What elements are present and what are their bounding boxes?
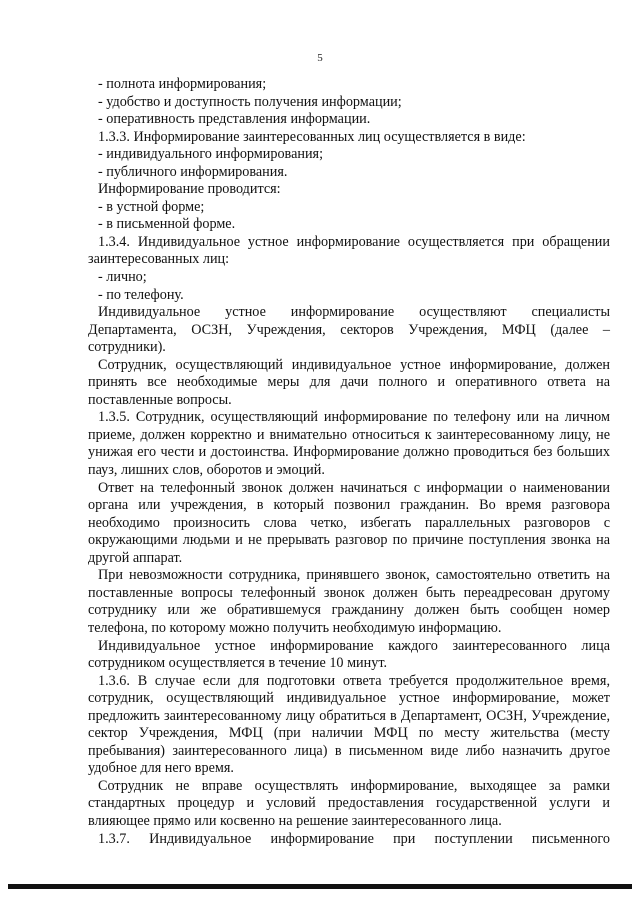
section-1-3-6: 1.3.6. В случае если для подготовки ответа требуется продолжительное время, сотрудник, осуществляющий индивидуальное устное информирование, может предложить заинтересованному лицу обратиться в Департамент, ОСЗН, Учреждение, сектор Учреждения, МФЦ (при наличии МФЦ по месту жительства (месту пребывания) заинтересованного лица) в письменном виде либо назначить другое удобное для него время. <box>88 672 610 777</box>
list-item: - индивидуального информирования; <box>98 146 324 163</box>
section-1-3-7: 1.3.7. Индивидуальное информирование при поступлении письменного <box>98 830 610 847</box>
list-item: - оперативность представления информации. <box>98 111 371 128</box>
list-item: - лично; <box>98 269 147 286</box>
section-1-3-4: 1.3.4. Индивидуальное устное информирование осуществляется при обращении заинтересованных лиц: <box>88 233 610 268</box>
section-1-3-3: 1.3.3. Информирование заинтересованных лиц осуществляется в виде: <box>98 128 526 145</box>
page-number: 5 <box>317 52 323 64</box>
list-item: - полнота информирования; <box>98 76 267 92</box>
paragraph: Индивидуальное устное информирование осуществляют специалисты Департамента, ОСЗН, Учреждения, секторов Учреждения, МФЦ (далее – сотрудники). <box>88 304 610 356</box>
paragraph: Ответ на телефонный звонок должен начинаться с информации о наименовании органа или учреждения, в который позвонил гражданин. Во время разговора необходимо произносить слова четко, избегать параллельных разговоров с окружающими людьми и не прерывать разговор по причине поступления звонка на другой аппарат. <box>88 479 610 566</box>
section-1-3-5: 1.3.5. Сотрудник, осуществляющий информирование по телефону или на личном приеме, должен корректно и внимательно относиться к заинтересованному лицу, не унижая его чести и достоинства. Информирование должно проводиться без больших пауз, лишних слов, оборотов и эмоций. <box>88 409 610 479</box>
page-bottom-rule <box>8 884 632 889</box>
paragraph: Сотрудник, осуществляющий индивидуальное устное информирование, должен принять все необходимые меры для дачи полного и оперативного ответа на поставленные вопросы. <box>88 356 610 408</box>
list-item: - по телефону. <box>98 286 184 303</box>
paragraph: Сотрудник не вправе осуществлять информирование, выходящее за рамки стандартных процедур и условий предоставления государственной услуги и влияющее прямо или косвенно на решение заинтересованного лица. <box>88 777 610 829</box>
list-item: - в устной форме; <box>98 198 205 215</box>
list-item: - публичного информирования. <box>98 163 288 180</box>
paragraph: При невозможности сотрудника, принявшего звонок, самостоятельно ответить на поставленные вопросы телефонный звонок должен быть переадресован другому сотруднику или же обратившемуся гражданину должен быть сообщен номер телефона, по которому можно получить необходимую информацию. <box>88 567 610 636</box>
paragraph: Информирование проводится: <box>98 181 281 198</box>
document-body <box>88 76 610 848</box>
list-item: - удобство и доступность получения информации; <box>98 93 402 110</box>
paragraph: Индивидуальное устное информирование каждого заинтересованного лица сотрудником осуществляется в течение 10 минут. <box>88 637 610 672</box>
list-item: - в письменной форме. <box>98 216 236 233</box>
